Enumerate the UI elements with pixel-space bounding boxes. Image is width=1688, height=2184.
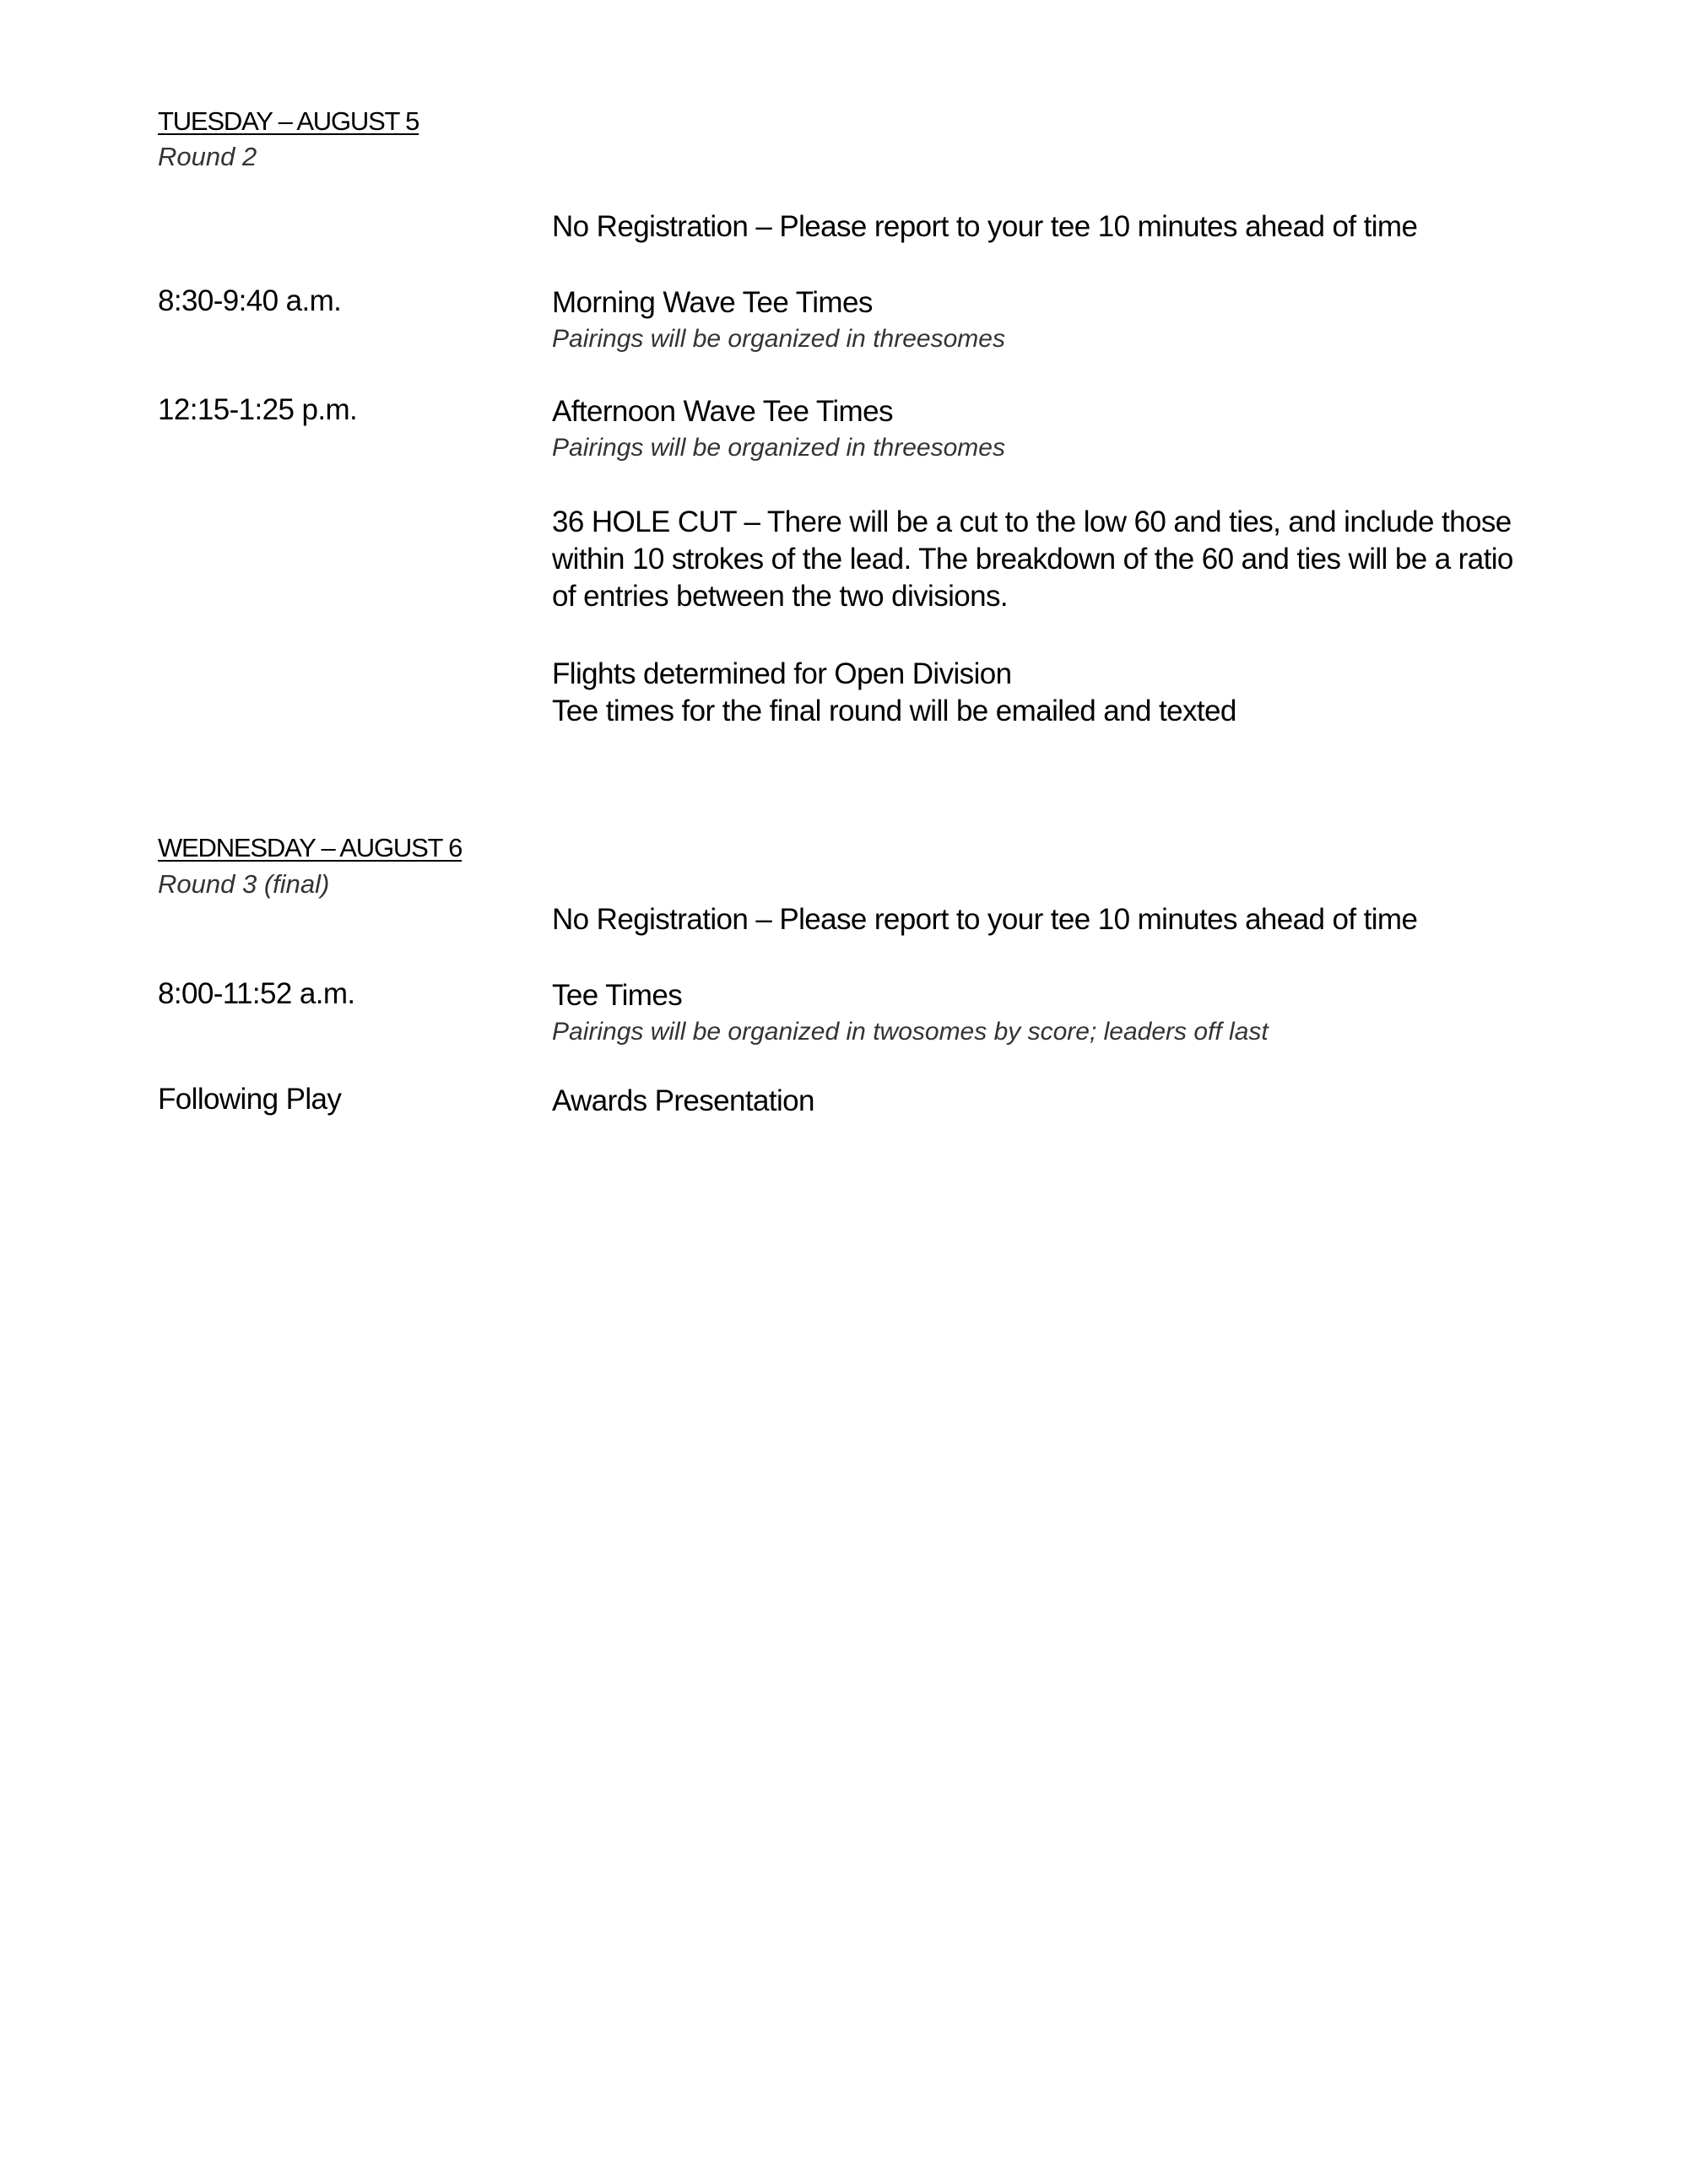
wednesday-awards-time: Following Play [158, 1083, 342, 1116]
tuesday-cut-paragraph: 36 HOLE CUT – There will be a cut to the low 60 and ties, and include those within 10 strokes of the lead. The breakdown of the 60 and ties will be a ratio of entries between the two divisions. [552, 505, 1513, 613]
tuesday-afternoon-title: Afternoon Wave Tee Times [552, 395, 893, 428]
wednesday-heading: WEDNESDAY – AUGUST 6 [158, 833, 463, 862]
tuesday-morning-note: Pairings will be organized in threesomes [552, 325, 1005, 353]
wednesday-tee-times-note: Pairings will be organized in twosomes by score; leaders off last [552, 1018, 1269, 1046]
wednesday-round-label: Round 3 (final) [158, 869, 330, 899]
tuesday-tee-times-line: Tee times for the final round will be emailed and texted [552, 695, 1236, 727]
wednesday-tee-times-title: Tee Times [552, 979, 683, 1012]
wednesday-awards-title: Awards Presentation [552, 1084, 814, 1117]
wednesday-registration-note: No Registration – Please report to your tee 10 minutes ahead of time [552, 903, 1418, 936]
tuesday-afternoon-note: Pairings will be organized in threesomes [552, 434, 1005, 462]
tuesday-afternoon-time: 12:15-1:25 p.m. [158, 393, 358, 426]
wednesday-tee-times-time: 8:00-11:52 a.m. [158, 977, 355, 1010]
tuesday-round-label: Round 2 [158, 142, 257, 171]
tuesday-registration-note: No Registration – Please report to your tee 10 minutes ahead of time [552, 210, 1418, 243]
tuesday-flights-line: Flights determined for Open Division [552, 657, 1012, 690]
tuesday-morning-time: 8:30-9:40 a.m. [158, 284, 342, 317]
tuesday-heading: TUESDAY – AUGUST 5 [158, 106, 419, 136]
tuesday-morning-title: Morning Wave Tee Times [552, 286, 873, 319]
